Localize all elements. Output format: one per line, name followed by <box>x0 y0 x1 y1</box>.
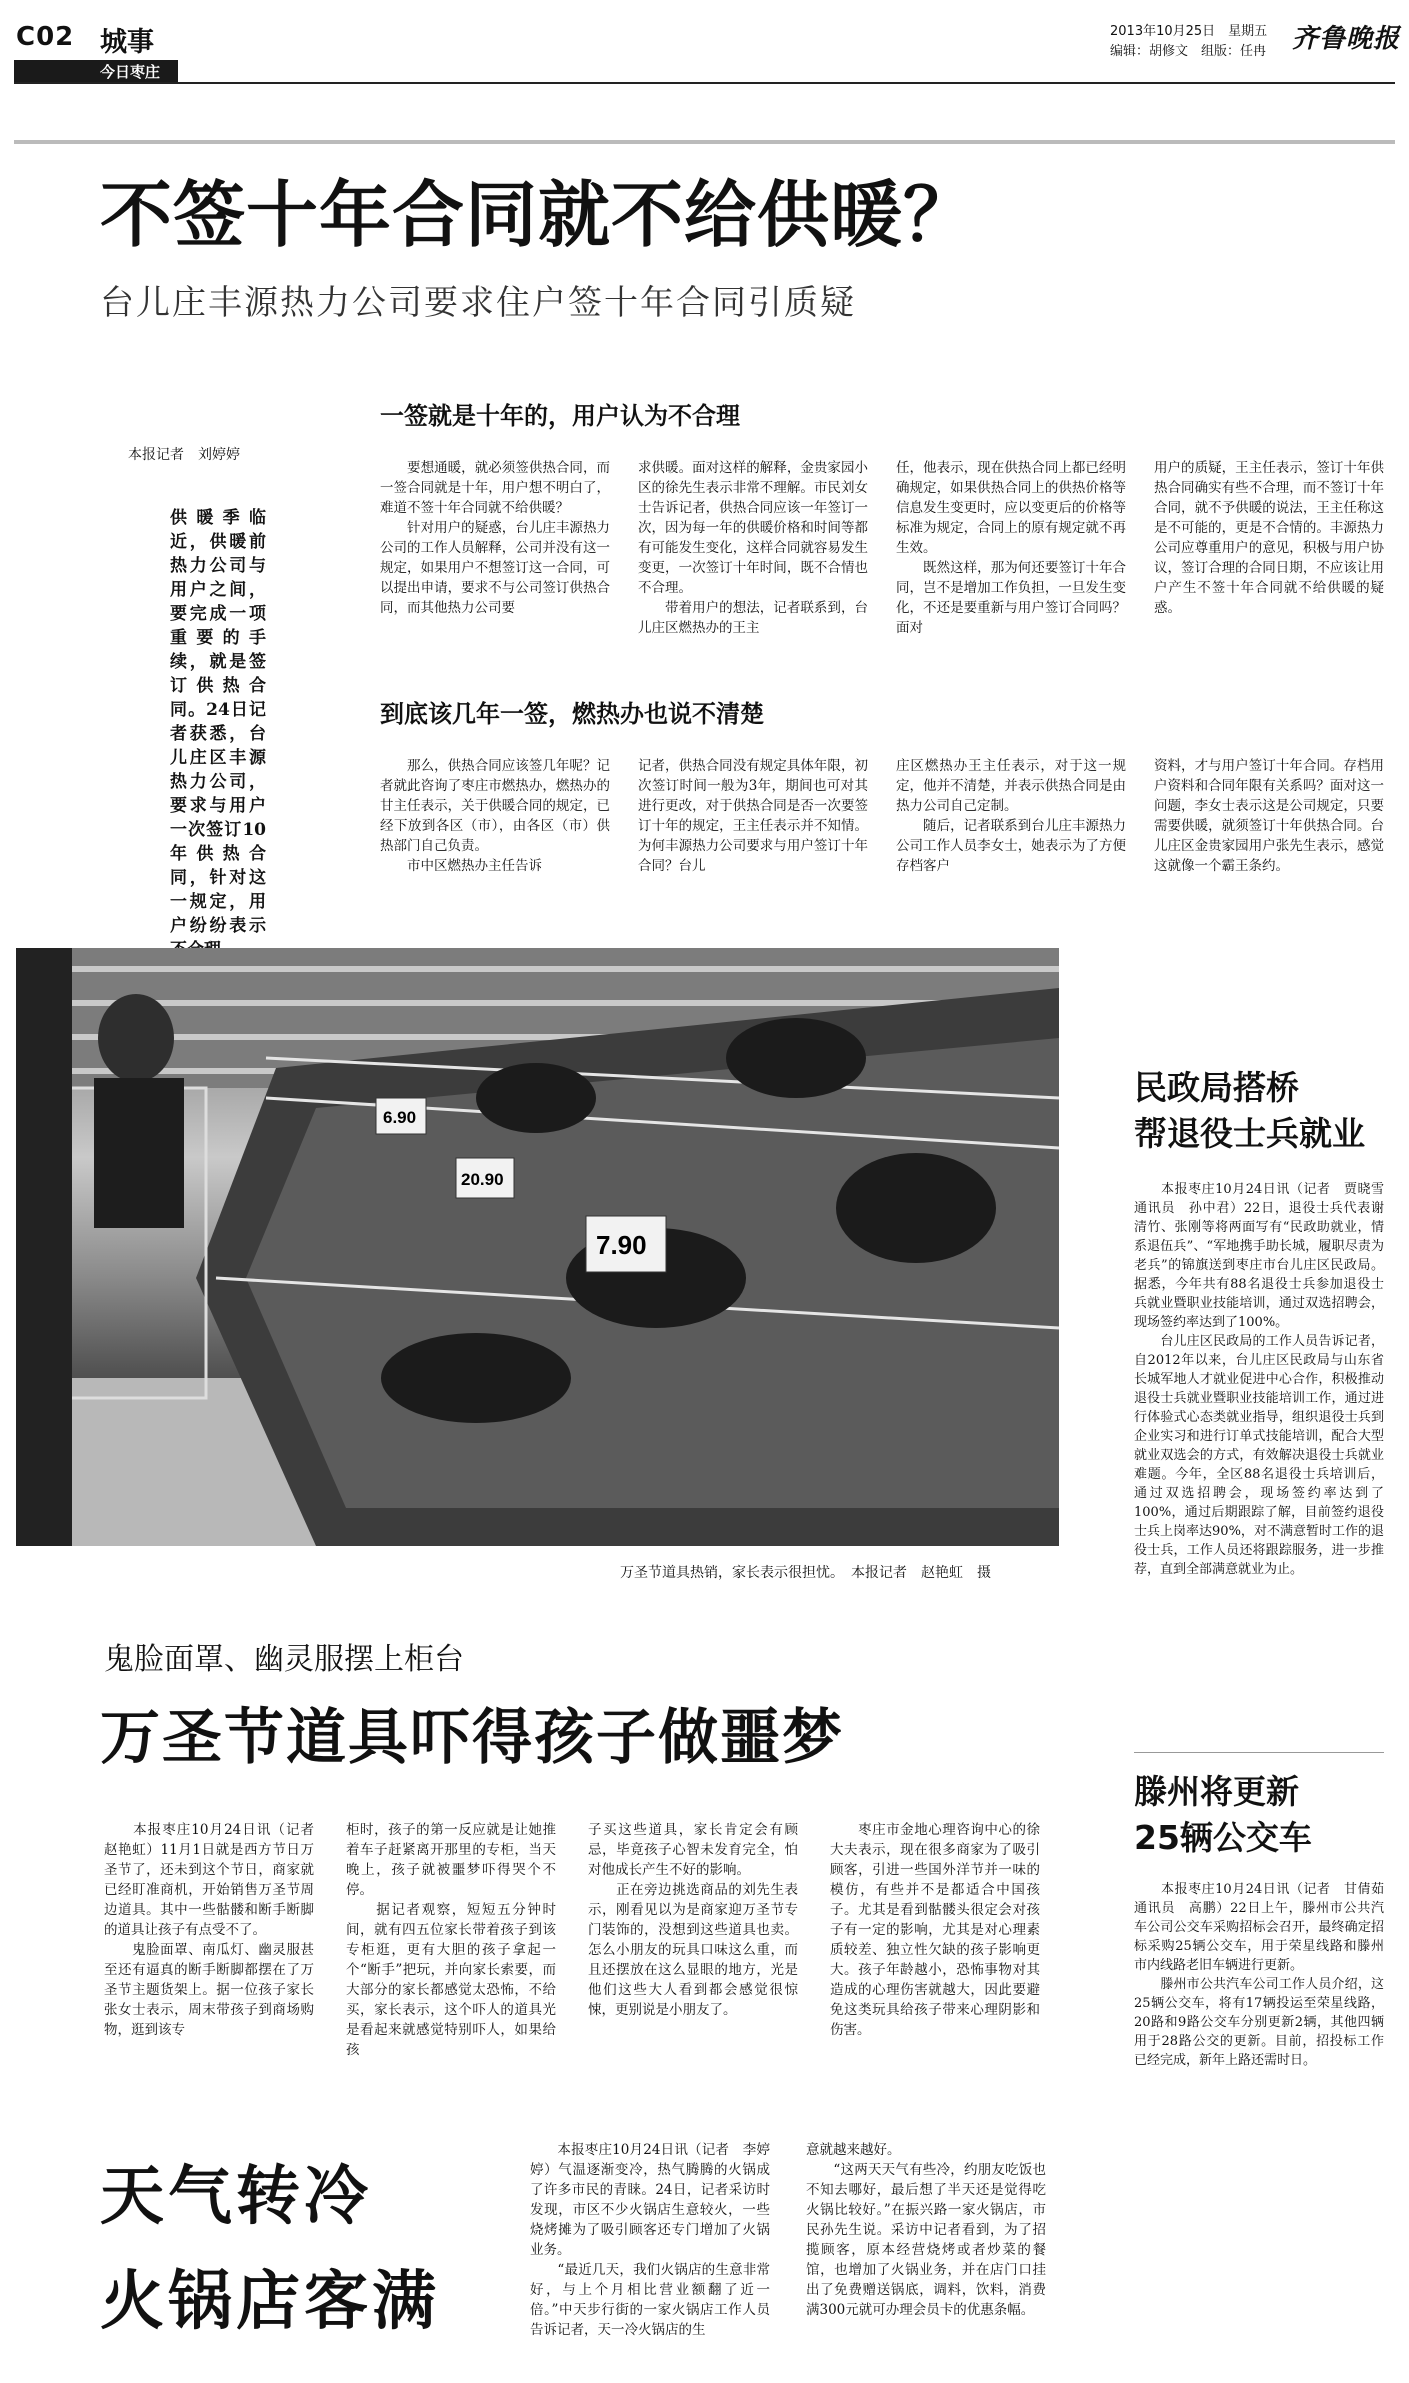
story2-col2: 柜时，孩子的第一反应就是让她推着车子赶紧离开那里的专柜，当天晚上，孩子就被噩梦吓得哭个不停。 据记者观察，短短五分钟时间，就有四五位家长带着孩子到该专柜逛，更有大胆的孩子拿起一个“断手”把玩，并向家长索要，而大部分的家长都感觉太恐怖，不给买，家长表示，这个吓人的道具光是看起来就感觉特别吓人，如果给孩 <box>346 1822 556 2058</box>
halloween-photo <box>16 948 1059 1546</box>
page-code: C02 <box>16 22 75 52</box>
story1-headline: 不签十年合同就不给供暖？ <box>100 173 977 257</box>
story3-headline-line2: 火锅店客满 <box>100 2265 440 2339</box>
masthead-logo: 齐鲁晚报 <box>1292 24 1401 54</box>
price-tag-1 <box>376 1098 426 1134</box>
story1-section1-title: 一签就是十年的，用户认为不合理 <box>380 402 740 430</box>
header-rule <box>14 82 1395 84</box>
story1-section2-title: 到底该几年一签，燃热办也说不清楚 <box>380 700 764 728</box>
adult-figure <box>16 948 72 1546</box>
price-tag-3 <box>586 1216 666 1272</box>
story4-headline-line2: 帮退役士兵就业 <box>1134 1114 1365 1153</box>
story1-s1-col4: 用户的质疑，王主任表示，签订十年供热合同确实有些不合理，而不签订十年合同，就不予供暖的说法，王主任称这是不可能的，更是不合情的。丰源热力公司应尊重用户的意见，积极与用户协议，签订合理的合同日期，不应该让用户产生不签十年合同就不给供暖的疑惑。 <box>1154 460 1384 616</box>
story2-kicker: 鬼脸面罩、幽灵服摆上柜台 <box>104 1642 464 1677</box>
story4-body: 本报枣庄10月24日讯（记者 贾晓雪 通讯员 孙中君）22日，退役士兵代表谢清竹、张刚等将两面写有“民政助就业，情系退伍兵”、“军地携手助长城，履职尽责为老兵”的锦旗送到枣庄市台儿庄区民政局。据悉，今年共有88名退役士兵参加退役士兵就业暨职业技能培训，通过双选招聘会，现场签约率达到了100%。 台儿庄区民政局的工作人员告诉记者，自2012年以来，台儿庄区民政局与山东省长城军地人才就业促进中心合作，积极推动退役士兵就业暨职业技能培训工作，通过进行体验式心态类就业指导，组织退役士兵到企业实习和进行订单式技能培训，配合大型就业双选会的方式，有效解决退役士兵就业难题。今年，全区88名退役士兵培训后，通过双选招聘会，现场签约率达到了100%，通过后期跟踪了解，目前签约退役士兵上岗率达90%，对不满意暂时工作的退役士兵，工作人员还将跟踪服务，进一步推荐，直到全部满意就业为止。 <box>1134 1182 1384 1577</box>
photo-caption: 万圣节道具热销，家长表示很担忧。 本报记者 赵艳虹 摄 <box>620 1565 991 1581</box>
story2-headline: 万圣节道具吓得孩子做噩梦 <box>100 1703 844 1773</box>
story1-s2-col2: 记者，供热合同没有规定具体年限，初次签订时间一般为3年，期间也可对其进行更改，对于供热合同是否一次要签订十年的规定，王主任表示并不知情。为何丰源热力公司要求与用户签订十年合同？台儿 <box>638 758 868 874</box>
top-divider <box>14 140 1395 144</box>
story2-col3: 子买这些道具，家长肯定会有顾忌，毕竟孩子心智未发育完全，怕对他成长产生不好的影响。 正在旁边挑选商品的刘先生表示，刚看见以为是商家迎万圣节专门装饰的，没想到这些道具也卖。怎么小朋友的玩具口味这么重，而且还摆放在这么显眼的地方，光是他们这些大人看到都会感觉很惊悚，更别说是小朋友了。 <box>588 1822 798 2018</box>
story1-byline: 本报记者 刘婷婷 <box>128 447 240 463</box>
right-column-divider <box>1134 1752 1384 1753</box>
halloween-photo-drawing <box>16 948 1059 1546</box>
story1-lead: 供暖季临近，供暖前热力公司与用户之间，要完成一项重要的手续，就是签订供热合同。24日记者获悉，台儿庄区丰源热力公司，要求与用户一次签订10年供热合同，针对这一规定，用户纷纷表示 <box>170 508 266 936</box>
story2-col4: 枣庄市金地心理咨询中心的徐大夫表示，现在很多商家为了吸引顾客，引进一些国外洋节并一味的模仿，有些并不是都适合中国孩子。尤其是看到骷髅头很定会对孩子有一定的影响，尤其是对心理素质较差、独立性欠缺的孩子影响更大。孩子年龄越小，恐怖事物对其造成的心理伤害就越大，因此要避免这类玩具给孩子带来心理阴影和伤害。 <box>830 1822 1040 2038</box>
story1-s2-col1: 那么，供热合同应该签几年呢？记者就此咨询了枣庄市燃热办，燃热办的甘主任表示，关于供暖合同的规定，已经下放到各区（市），由各区（市）供热部门自己负责。 市中区燃热办主任告诉 <box>380 758 610 874</box>
story1-s2-col3: 庄区燃热办王主任表示，对于这一规定，他并不清楚，并表示供热合同是由热力公司自己定制。 随后，记者联系到台儿庄丰源热力公司工作人员李女士，她表示为了方便存档客户 <box>896 758 1126 874</box>
price-tag-3-text: 7.90 <box>596 1230 647 1260</box>
story5-headline-line2: 25辆公交车 <box>1134 1818 1312 1857</box>
story4-headline-line1: 民政局搭桥 <box>1134 1068 1299 1107</box>
child-head <box>98 994 174 1082</box>
child-body <box>94 1078 184 1228</box>
story1-subheadline: 台儿庄丰源热力公司要求住户签十年合同引质疑 <box>100 283 856 323</box>
section-name: 城事 <box>100 27 154 58</box>
price-tag-2 <box>456 1158 514 1198</box>
price-tag-2-text: 20.90 <box>461 1170 504 1189</box>
story1-s2-col4: 资料，才与用户签订十年合同。存档用户资料和合同年限有关系吗？面对这一问题，李女士表示这是公司规定，只要需要供暖，就须签订十年供热合同。台儿庄区金贵家园用户张先生表示，感觉这就像一个霸王条约。 <box>1154 758 1384 874</box>
story5-body: 本报枣庄10月24日讯（记者 甘倩茹 通讯员 高鹏）22日上午，滕州市公共汽车公司公交车采购招标会召开，最终确定招标采购25辆公交车，用于荣星线路和滕州市内线路老旧车辆进行更新。 滕州市公共汽车公司工作人员介绍，这25辆公交车，将有17辆投运至荣星线路，20路和9路公交车分别更新2辆，其他四辆用于28路公交的更新。目前，招投标工作已经完成，新年上路还需时日。 <box>1134 1882 1384 2068</box>
price-tag-1-text: 6.90 <box>383 1108 417 1127</box>
subsection-name: 今日枣庄 <box>100 63 161 81</box>
editors-line: 编辑：胡修文 组版：任冉 <box>1110 44 1267 59</box>
story2-col1: 本报枣庄10月24日讯（记者 赵艳虹）11月1日就是西方节日万圣节了，还未到这个节日，商家就已经盯准商机，开始销售万圣节周边道具。其中一些骷髅和断手断脚的道具让孩子有点受不了。 鬼脸面罩、南瓜灯、幽灵服甚至还有逼真的断手断脚都摆在了万圣节主题货架上。据一位孩子家长张女士表示，周末带孩子到商场购物，逛到该专 <box>104 1822 314 2038</box>
story1-s1-col1: 要想通暖，就必须签供热合同，而一签合同就是十年，用户想不明白了，难道不签十年合同就不给供暖？ 针对用户的疑惑，台儿庄丰源热力公司的工作人员解释，公司并没有这一规定，如果用户不想签订这一合同，可以提出申请，要求不与公司签订供热合同，而其他热力公司要 <box>380 460 610 616</box>
story1-s1-col3: 任，他表示，现在供热合同上都已经明确规定，如果供热合同上的供热价格等信息发生变更时，应以变更后的价格等标准为规定，合同上的原有规定就不再生效。 既然这样，那为何还要签订十年合同，岂不是增加工作负担，一旦发生变化，不还是要重新与用户签订合同吗？面对 <box>896 460 1126 636</box>
story1-s1-col2: 求供暖。面对这样的解释，金贵家园小区的徐先生表示非常不理解。市民刘女士告诉记者，供热合同应该一年签订一次，因为每一年的供暖价格和时间等都有可能发生变化，这样合同就容易发生变更，一次签订十年时间，既不合情也不合理。 带着用户的想法，记者联系到，台儿庄区燃热办的王主 <box>638 460 868 636</box>
story5-headline-line1: 滕州将更新 <box>1134 1772 1299 1811</box>
story3-col2: 意就越来越好。 “这两天天气有些冷，约朋友吃饭也不知去哪好，最后想了半天还是觉得吃火锅比较好。”在振兴路一家火锅店，市民孙先生说。采访中记者看到，为了招揽顾客，原本经营烧烤或者炒菜的餐馆，也增加了火锅业务，并在店门口挂出了免费赠送锅底，调料，饮料，消费满300元就可办理会员卡的优惠条幅。 <box>806 2142 1046 2318</box>
story3-col1: 本报枣庄10月24日讯（记者 李婷婷）气温逐渐变冷，热气腾腾的火锅成了许多市民的青睐。24日，记者采访时发现，市区不少火锅店生意较火，一些烧烤摊为了吸引顾客还专门增加了火锅业务。 “最近几天，我们火锅店的生意非常好，与上个月相比营业额翻了近一倍。”中天步行街的一家火锅店工作人员告诉记者，天一冷火锅店的生 <box>530 2142 770 2338</box>
story3-headline-line1: 天气转冷 <box>100 2160 372 2234</box>
issue-date: 2013年10月25日 星期五 <box>1110 24 1268 39</box>
